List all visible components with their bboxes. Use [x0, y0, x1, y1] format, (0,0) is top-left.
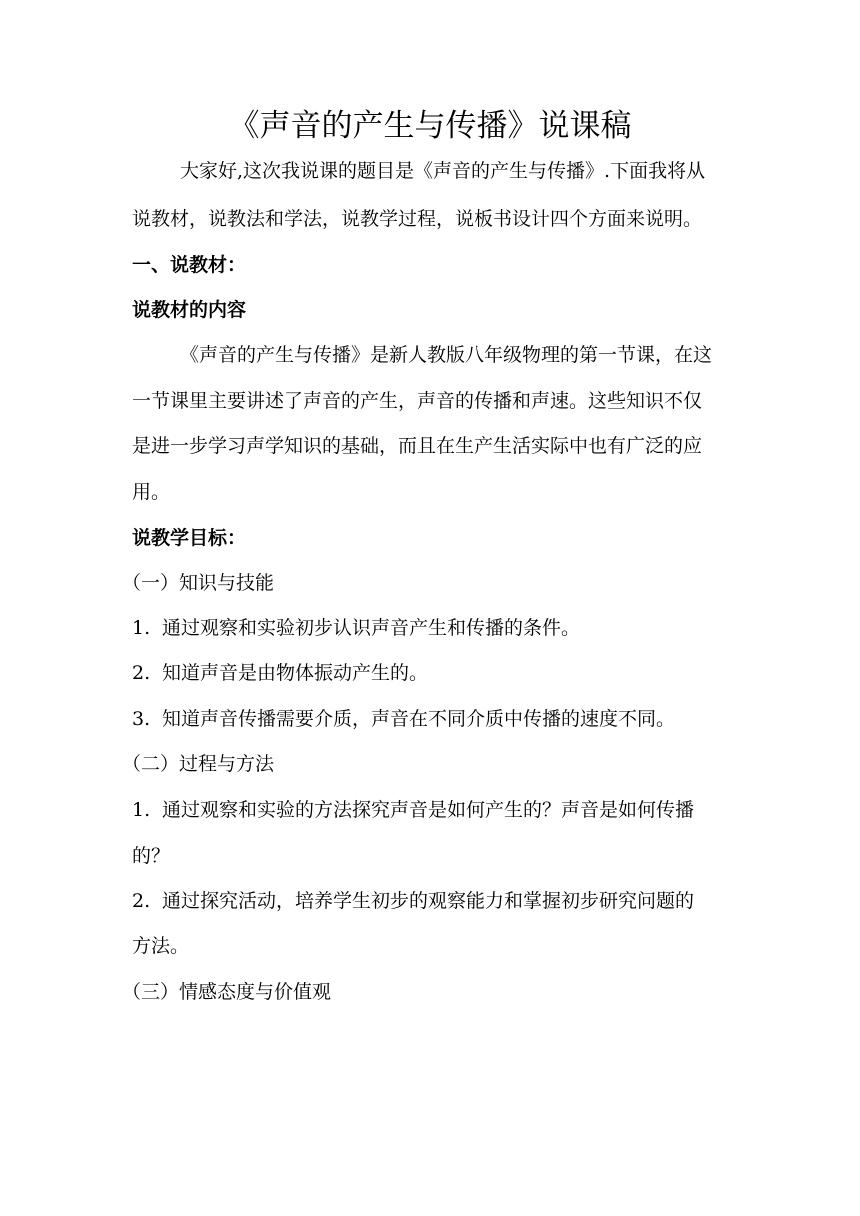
list-text: 通过观察和实验的方法探究声音是如何产生的？声音是如何传播	[162, 799, 695, 821]
list-number: 2.	[132, 890, 151, 912]
list-text: 通过观察和实验初步认识声音产生和传播的条件。	[162, 617, 581, 639]
list-text: 通过探究活动，培养学生初步的观察能力和掌握初步研究问题的	[162, 890, 695, 912]
list-number: 2.	[132, 662, 151, 684]
goal-attitude-heading: （三）情感态度与价值观	[122, 981, 332, 1003]
content-paragraph-line-2: 一节课里主要讲述了声音的产生，声音的传播和声速。这些知识不仅	[132, 390, 703, 412]
content-paragraph-line-1: 《声音的产生与传播》是新人教版八年级物理的第一节课，在这	[180, 344, 713, 366]
list-number: 3.	[132, 708, 151, 730]
section-heading-teaching-material: 一、说教材：	[132, 254, 247, 276]
document-title: 《声音的产生与传播》说课稿	[228, 108, 632, 144]
content-paragraph-line-4: 用。	[132, 481, 171, 503]
goal-process-item-1-continued: 的？	[132, 845, 171, 867]
intro-line-1: 大家好,这次我说课的题目是《声音的产生与传播》.下面我将从	[180, 160, 706, 182]
list-number: 1.	[132, 617, 151, 639]
goal-knowledge-item-1	[132, 615, 732, 641]
list-number: 1.	[132, 799, 151, 821]
goal-knowledge-item-2	[132, 660, 732, 686]
goal-process-item-2-continued: 方法。	[132, 935, 190, 957]
subheading-material-content: 说教材的内容	[132, 299, 247, 321]
list-text: 知道声音传播需要介质，声音在不同介质中传播的速度不同。	[162, 708, 676, 730]
subheading-teaching-goals: 说教学目标：	[132, 527, 247, 549]
goal-process-heading: （二）过程与方法	[122, 753, 275, 775]
goal-knowledge-heading: （一）知识与技能	[122, 572, 275, 594]
list-text: 知道声音是由物体振动产生的。	[162, 662, 429, 684]
content-paragraph-line-3: 是进一步学习声学知识的基础，而且在生产生活实际中也有广泛的应	[132, 435, 703, 457]
goal-knowledge-item-3	[132, 706, 732, 732]
goal-process-item-2	[132, 888, 732, 914]
intro-line-2: 说教材，说教法和学法，说教学过程，说板书设计四个方面来说明。	[132, 208, 703, 230]
goal-process-item-1	[132, 797, 732, 823]
